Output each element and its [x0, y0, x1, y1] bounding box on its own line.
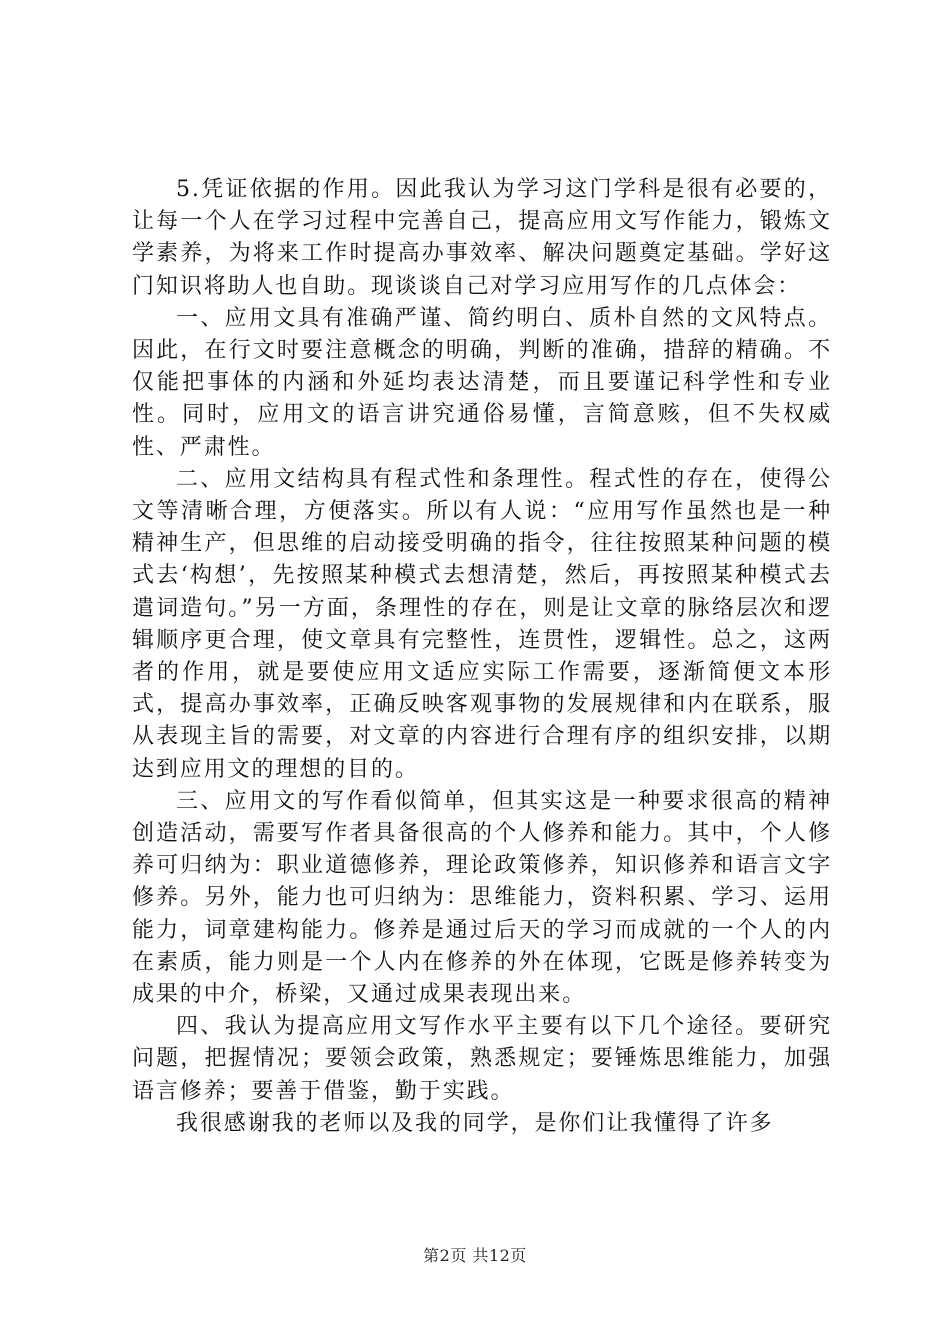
document-body — [132, 174, 832, 1140]
paragraph-4: 三、应用文的写作看似简单，但其实这是一种要求很高的精神创造活动，需要写作者具备很高的个人修养和能力。其中，个人修养可归纳为：职业道德修养，理论政策修养，知识修养和语言文字修养。另外，能力也可归纳为：思维能力，资料积累、学习、运用能力，词章建构能力。修养是通过后天的学习而成就的一个人的内在素质，能力则是一个人内在修养的外在体现，它既是修养转变为成果的中介，桥梁，又通过成果表现出来。 — [132, 788, 832, 1008]
page-number-footer: 第2页 共12页 — [423, 1246, 527, 1265]
paragraph-5: 四、我认为提高应用文写作水平主要有以下几个途径。要研究问题，把握情况；要领会政策，熟悉规定；要锤炼思维能力，加强语言修养；要善于借鉴，勤于实践。 — [132, 1014, 832, 1104]
paragraph-3: 二、应用文结构具有程式性和条理性。程式性的存在，使得公文等清晰合理，方便落实。所以有人说：“应用写作虽然也是一种精神生产，但思维的启动接受明确的指令，往往按照某种问题的模式去‘构想’，先按照某种模式去想清楚，然后，再按照某种模式去遣词造句。”另一方面，条理性的存在，则是让文章的脉络层次和逻辑顺序更合理，使文章具有完整性，连贯性，逻辑性。总之，这两者的作用，就是要使应用文适应实际工作需要，逐渐简便文本形式，提高办事效率，正确反映客观事物的发展规律和内在联系，服从表现主旨的需要，对文章的内容进行合理有序的组织安排，以期达到应用文的理想的目的。 — [132, 466, 832, 782]
paragraph-2: 一、应用文具有准确严谨、简约明白、质朴自然的文风特点。因此，在行文时要注意概念的明确，判断的准确，措辞的精确。不仅能把事体的内涵和外延均表达清楚，而且要谨记科学性和专业性。同时，应用文的语言讲究通俗易懂，言简意赅，但不失权威性、严肃性。 — [132, 305, 832, 460]
paragraph-6: 我很感谢我的老师以及我的同学，是你们让我懂得了许多 — [176, 1110, 774, 1136]
paragraph-1: 5.凭证依据的作用。因此我认为学习这门学科是很有必要的，让每一个人在学习过程中完善自己，提高应用文写作能力，锻炼文学素养，为将来工作时提高办事效率、解决问题奠定基础。学好这门知识将助人也自助。现谈谈自己对学习应用写作的几点体会： — [132, 177, 832, 299]
